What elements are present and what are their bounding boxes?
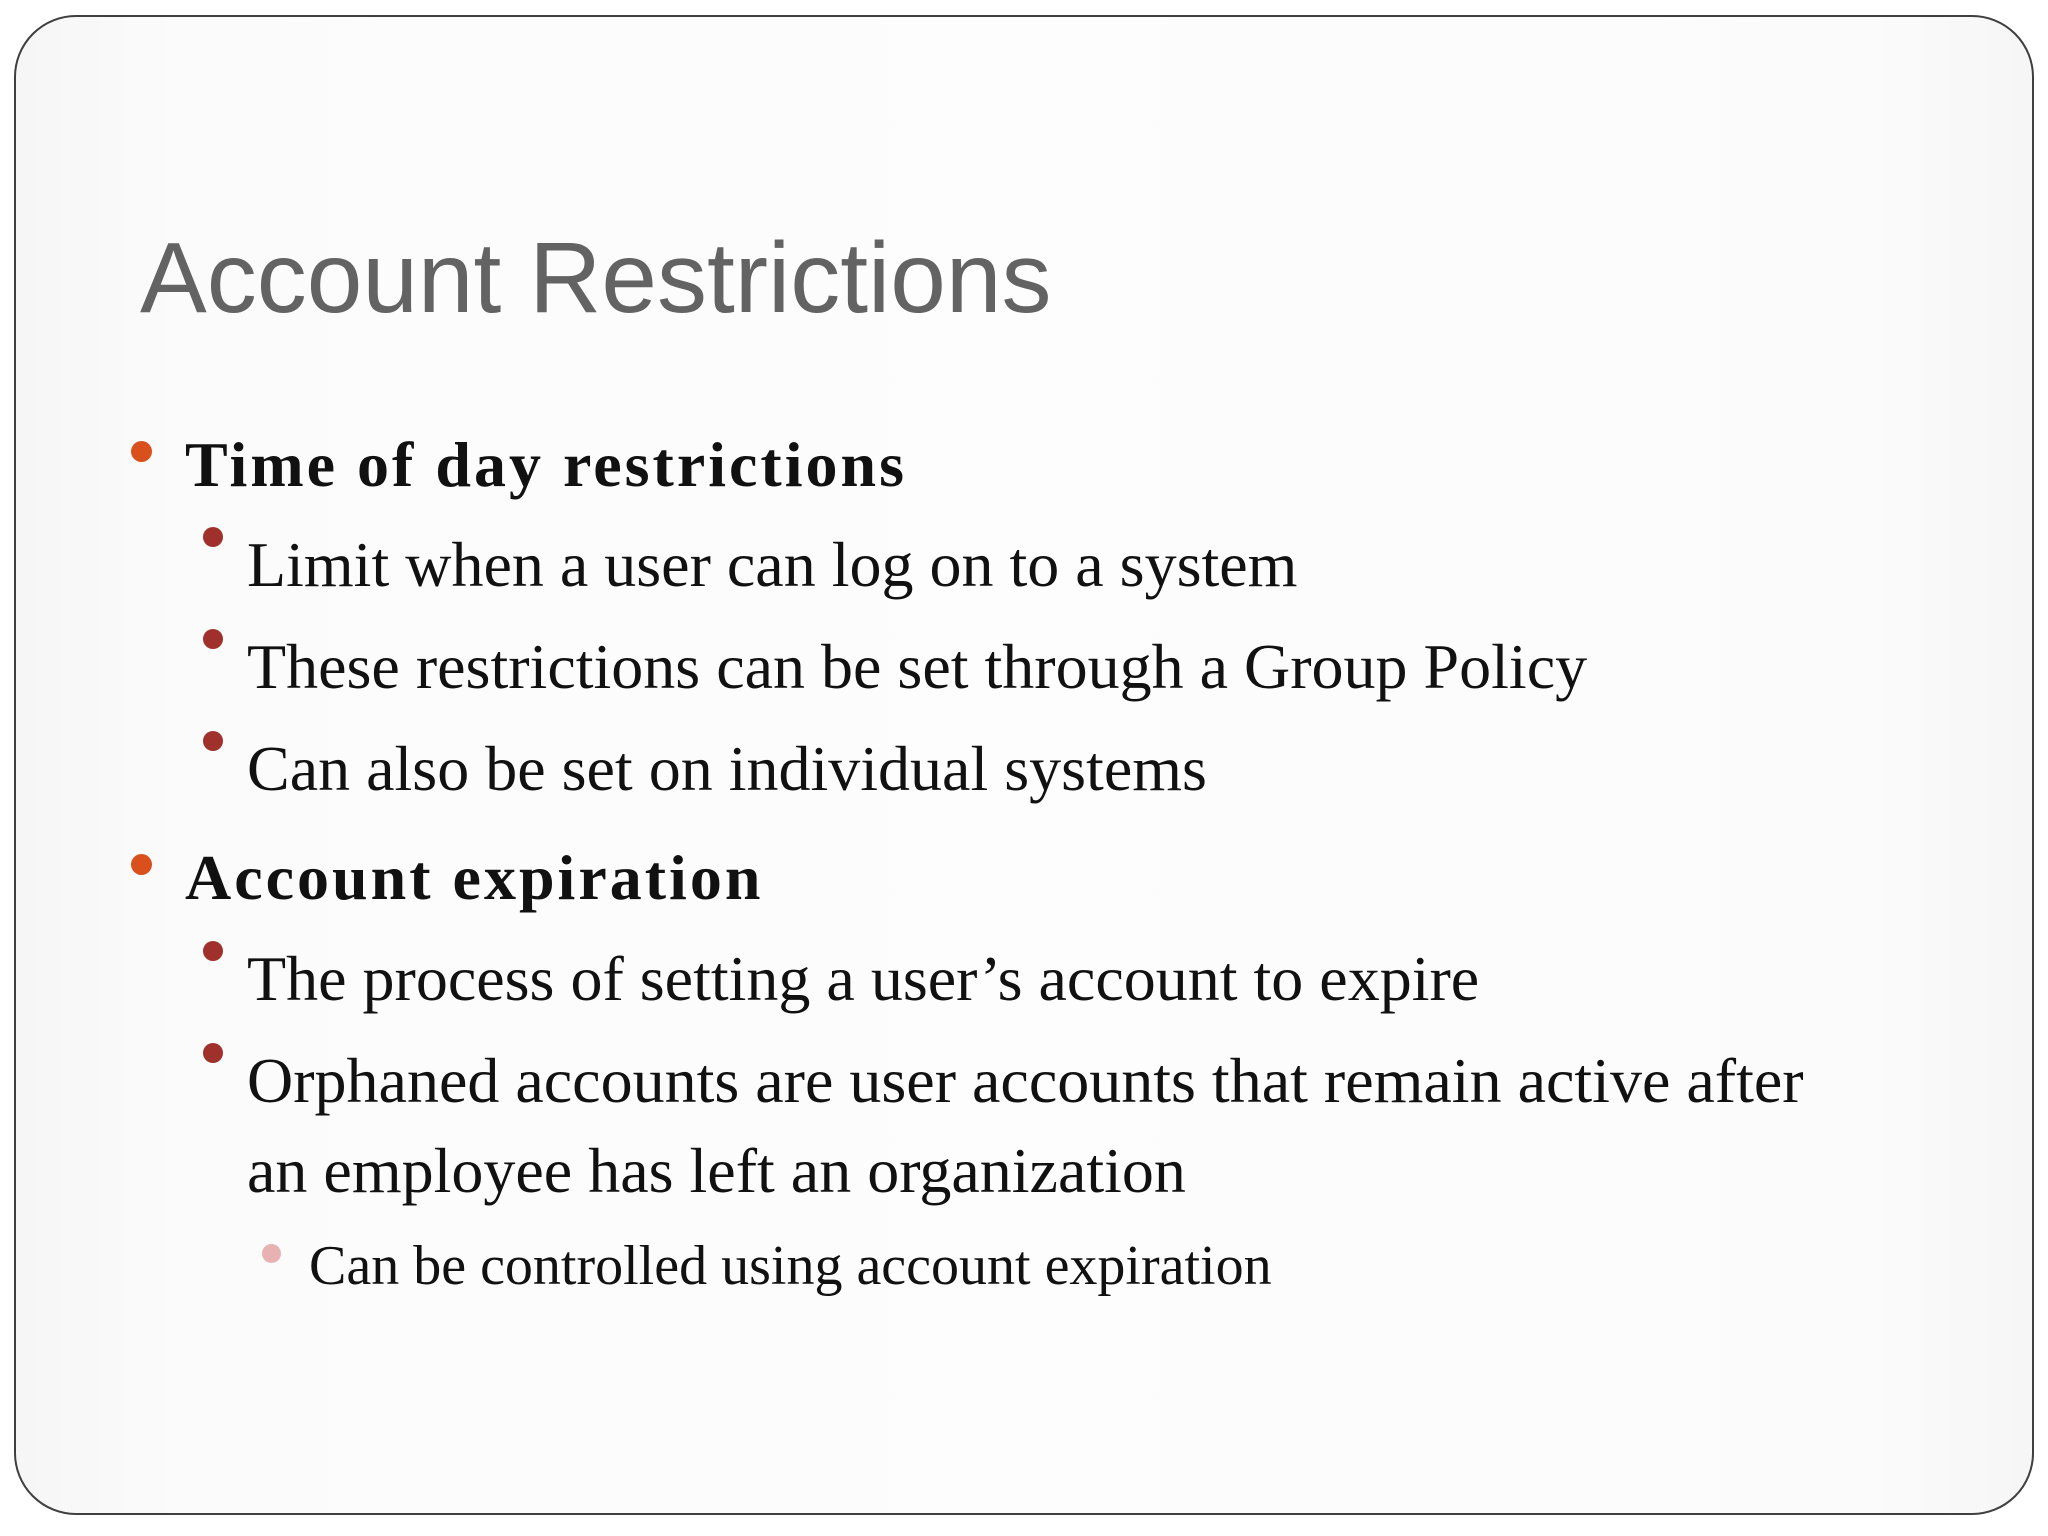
bullet-dot-icon bbox=[203, 941, 223, 961]
sub-bullet-process-expire bbox=[247, 934, 1479, 1024]
sub-bullet-limit-logon bbox=[247, 520, 1297, 610]
bullet-dot-icon bbox=[203, 629, 223, 649]
sub-sub-bullet-controlled bbox=[309, 1235, 1272, 1297]
bullet-dot-icon bbox=[203, 527, 223, 547]
bullet-dot-icon bbox=[131, 854, 152, 875]
bullet-heading-account-expiration bbox=[185, 842, 764, 913]
bullet-dot-icon bbox=[203, 731, 223, 751]
bullet-heading-text: Time of day restrictions bbox=[185, 429, 907, 500]
sub-sub-bullet-text: Can be controlled using account expiration bbox=[309, 1235, 1272, 1297]
sub-bullet-text: Can also be set on individual systems bbox=[247, 733, 1207, 804]
sub-bullet-text: The process of setting a user’s account to expire bbox=[247, 943, 1480, 1014]
sub-bullet-text: Limit when a user can log on to a system bbox=[247, 529, 1298, 600]
bullet-heading-text: Account expiration bbox=[185, 842, 764, 913]
bullet-dot-icon bbox=[203, 1043, 223, 1063]
slide-title: Account Restrictions bbox=[140, 222, 1052, 334]
sub-bullet-text: Orphaned accounts are user accounts that remain active after an employee has left an organization bbox=[247, 1045, 1804, 1206]
bullet-dot-icon bbox=[262, 1244, 281, 1263]
bullet-heading-time-of-day bbox=[185, 429, 907, 500]
sub-bullet-group-policy bbox=[247, 622, 1587, 712]
sub-bullet-text: These restrictions can be set through a Group Policy bbox=[247, 631, 1588, 702]
sub-bullet-orphaned-accounts bbox=[247, 1036, 1867, 1216]
bullet-dot-icon bbox=[131, 441, 152, 462]
sub-bullet-individual-systems bbox=[247, 724, 1207, 814]
